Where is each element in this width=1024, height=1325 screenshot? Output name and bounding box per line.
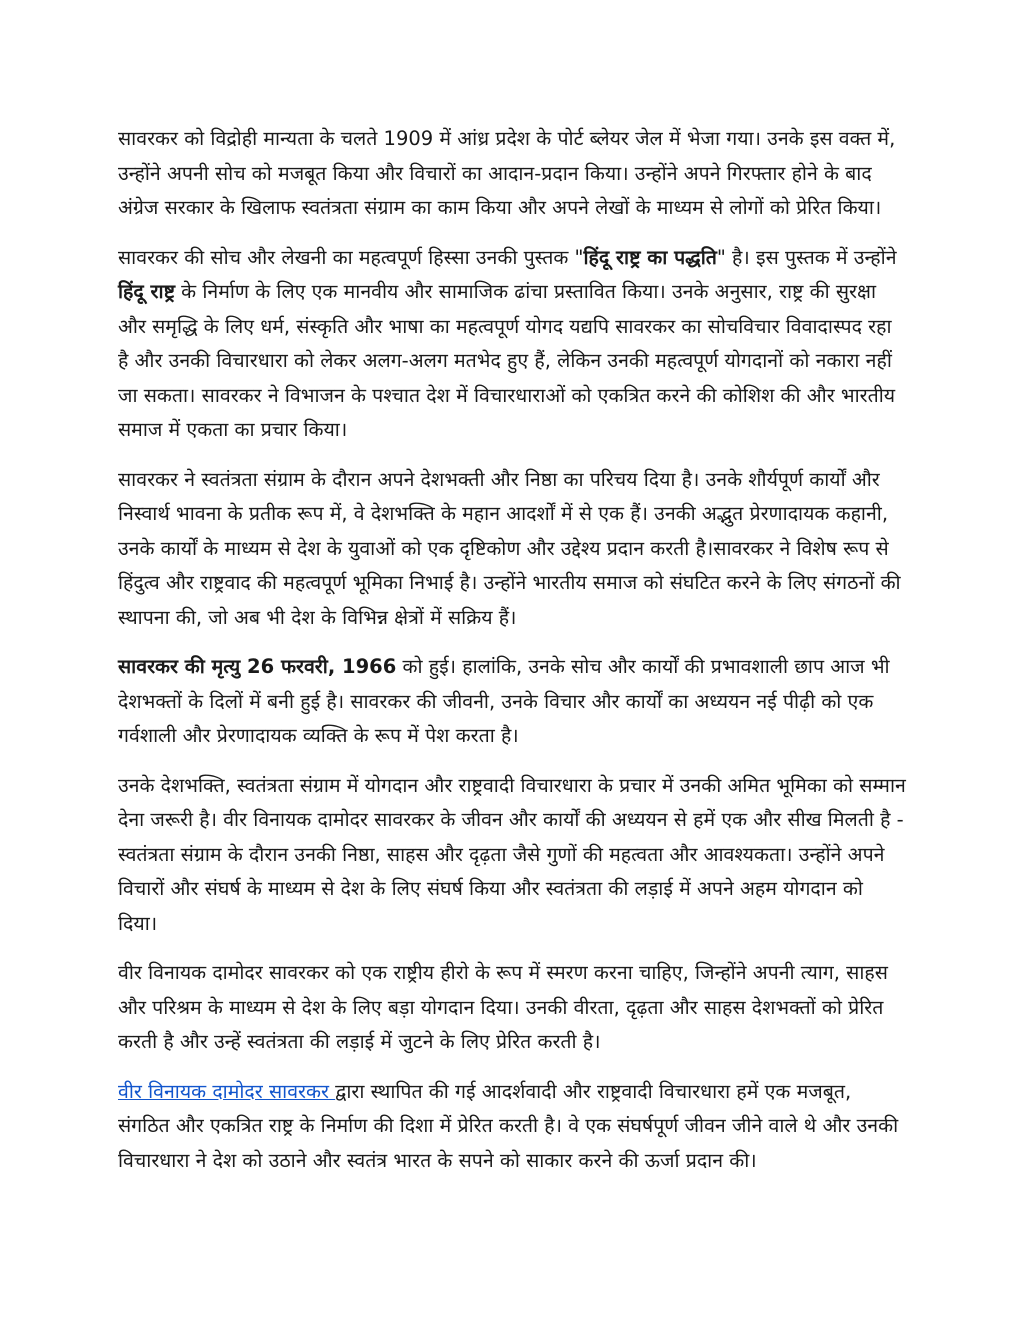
paragraph-patriotism bbox=[118, 463, 908, 636]
paragraph-imprisonment bbox=[118, 122, 908, 226]
paragraph-text: सावरकर को विद्रोही मान्यता के चलते 1909 में आंध्र प्रदेश के पोर्ट ब्लेयर जेल में भेजा गया। उनके इस वक्त में, उन्होंने अपनी सोच को मजबूत किया और विचारों का आदान-प्रदान किया। उन्होंने अपने गिरफ्तार होने के बाद अंग्रेज सरकार के खिलाफ स्वतंत्रता संग्राम का काम किया और अपने लेखों के माध्यम से लोगों को प्रेरित किया। bbox=[118, 127, 896, 219]
paragraph-text: सावरकर की सोच और लेखनी का महत्वपूर्ण हिस्सा उनकी पुस्तक " bbox=[118, 245, 584, 269]
paragraph-national-hero bbox=[118, 956, 908, 1060]
paragraph-ideology bbox=[118, 1075, 908, 1179]
paragraph-text: को हुई। हालांकि, उनके सोच और कार्यों की प्रभावशाली छाप आज भी देशभक्तों के दिलों में बनी हुई है। सावरकर की जीवनी, उनके विचार और कार्यों का अध्ययन नई पीढ़ी को एक गर्वशाली और प्रेरणादायक व्यक्ति के रूप में पेश करता है। bbox=[118, 655, 890, 747]
paragraph-book bbox=[118, 241, 908, 448]
paragraph-text: द्वारा स्थापित की गई आदर्शवादी और राष्ट्रवादी विचारधारा हमें एक मजबूत, संगठित और एकत्रित राष्ट्र के निर्माण की दिशा में प्रेरित करती है। वे एक संघर्षपूर्ण जीवन जीने वाले थे और उनकी विचारधारा ने देश को उठाने और स्वतंत्र भारत के सपने को साकार करने की ऊर्जा प्रदान की। bbox=[118, 1079, 899, 1172]
paragraph-text: वीर विनायक दामोदर सावरकर को एक राष्ट्रीय हीरो के रूप में स्मरण करना चाहिए, जिन्होंने अपनी त्याग, साहस और परिश्रम के माध्यम से देश के लिए बड़ा योगदान दिया। उनकी वीरता, दृढ़ता और साहस देशभक्तों को प्रेरित करती है और उन्हें स्वतंत्रता की लड़ाई में जुटने के लिए प्रेरित करती है। bbox=[118, 961, 888, 1053]
savarkar-link[interactable]: वीर विनायक दामोदर सावरकर bbox=[118, 1079, 336, 1103]
hindu-rashtra-bold: हिंदू राष्ट्र bbox=[118, 280, 175, 303]
paragraph-text: " है। इस पुस्तक में उन्होंने bbox=[716, 245, 897, 269]
paragraph-text: सावरकर ने स्वतंत्रता संग्राम के दौरान अपने देशभक्ती और निष्ठा का परिचय दिया है। उनके शौर्यपूर्ण कार्यों और निस्वार्थ भावना के प्रतीक रूप में, वे देशभक्ति के महान आदर्शों में से एक हैं। उनकी अद्भुत प्रेरणादायक कहानी, उनके कार्यों के माध्यम से देश के युवाओं को एक दृष्टिकोण और उद्देश्य प्रदान करती है।सावरकर ने विशेष रूप से हिंदुत्व और राष्ट्रवाद की महत्वपूर्ण भूमिका निभाई है। उन्होंने भारतीय समाज को संघटित करने के लिए संगठनों की स्थापना की, जो अब भी देश के विभिन्न क्षेत्रों में सक्रिय हैं। bbox=[118, 467, 901, 629]
paragraph-contribution bbox=[118, 769, 908, 942]
document-body bbox=[118, 122, 908, 1193]
paragraph-death bbox=[118, 650, 908, 754]
paragraph-text: के निर्माण के लिए एक मानवीय और सामाजिक ढांचा प्रस्तावित किया। उनके अनुसार, राष्ट्र की सुरक्षा और समृद्धि के लिए धर्म, संस्कृति और भाषा का महत्वपूर्ण योगद यद्यपि सावरकर का सोचविचार विवादास्पद रहा है और उनकी विचारधारा को लेकर अलग-अलग मतभेद हुए हैं, लेकिन उनकी महत्वपूर्ण योगदानों को नकारा नहीं जा सकता। सावरकर ने विभाजन के पश्चात देश में विचारधाराओं को एकत्रित करने की कोशिश की और भारतीय समाज में एकता का प्रचार किया। bbox=[118, 280, 896, 441]
paragraph-text: उनके देशभक्ति, स्वतंत्रता संग्राम में योगदान और राष्ट्रवादी विचारधारा के प्रचार में उनकी अमित भूमिका को सम्मान देना जरूरी है। वीर विनायक दामोदर सावरकर के जीवन और कार्यों की अध्ययन से हमें एक और सीख मिलती है - स्वतंत्रता संग्राम के दौरान उनकी निष्ठा, साहस और दृढ़ता जैसे गुणों की महत्वता और आवश्यकता। उन्होंने अपने विचारों और संघर्ष के माध्यम से देश के लिए संघर्ष किया और स्वतंत्रता की लड़ाई में अपने अहम योगदान को दिया। bbox=[118, 773, 906, 935]
book-title-bold: हिंदू राष्ट्र का पद्धति bbox=[583, 245, 717, 269]
death-date-bold: सावरकर की मृत्यु 26 फरवरी, 1966 bbox=[118, 655, 397, 678]
